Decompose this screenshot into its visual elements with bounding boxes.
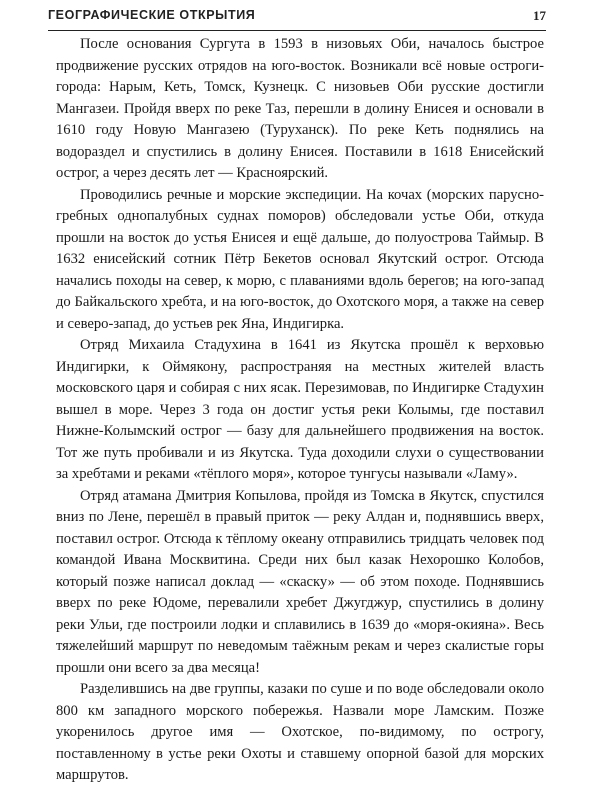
article-body [56,34,544,787]
section-title: ГЕОГРАФИЧЕСКИЕ ОТКРЫТИЯ [48,8,256,22]
paragraph-kopylov: Отряд атамана Дмитрия Копылова, пройдя из Томска в Якутск, спустился вниз по Лене, перешёл в правый приток — реку Алдан и, поднявшись вверх, поставил острог. Отсюда к тёплому океану отправились тридцать человек под командой Ивана Москвитина. Среди них был казак Нехорошко Колобов, который позже написал доклад — «скаску» — об этом походе. Поднявшись вверх по реке Юдоме, перевалили хребет Джугджур, спустились в долину реки Ульи, где построили лодки и сплавились в 1639 до «моря-окияна». Весь тяжелейший маршрут по неведомым таёжным рекам и через скалистые горы прошли они всего за два месяца! [56,487,544,676]
paragraph-surgut: После основания Сургута в 1593 в низовьях Оби, началось быстрое продвижение русских отрядов на юго-восток. Возникали всё новые остроги-города: Нарым, Кеть, Томск, Кузнецк. С низовьев Оби русские достигли Мангазеи. Пройдя вверх по реке Таз, перешли в долину Енисея и основали в 1610 году Новую Мангазею (Туруханск). По реке Кеть поднялись на водораздел и спустились в долину Енисея. Поставили в 1618 Енисейский острог, а через десять лет — Красноярский. [56,36,544,181]
paragraph-expeditions: Проводились речные и морские экспедиции. На кочах (морских парусно-гребных однопалубных суднах поморов) обследовали устье Оби, откуда прошли на восток до устья Енисея и ещё дальше, до полуострова Таймыр. В 1632 енисейский сотник Пётр Бекетов основал Якутский острог. Отсюда начались походы на север, к морю, с плаваниями вдоль берегов; на юго-запад до Байкальского хребта, и на юго-восток, до Охотского моря, а также на север и северо-запад, до устьев рек Яна, Индигирка. [56,186,544,332]
running-header [48,6,546,31]
paragraph-okhotsk: Разделившись на две группы, казаки по суше и по воде обследовали около 800 км западного морского побережья. Назвали море Ламским. Позже укоренилось другое имя — Охотское, по-видимому, по острогу, поставленному в устье реки Охоты и ставшему опорной базой для морских маршрутов. [56,681,544,783]
page-number: 17 [533,8,546,23]
paragraph-stadukhin: Отряд Михаила Стадухина в 1641 из Якутска прошёл к верховью Индигирки, к Оймякону, распространяя на местных жителей власть московского царя и собирая с них ясак. Перезимовав, по Индигирке Стадухин вышел в море. Через 3 года он достиг устья реки Колымы, где поставил Нижне-Колымский острог — базу для дальнейшего продвижения на восток. Тот же путь пробивали и из Якутска. Туда доходили слухи о существовании за хребтами и реками «тёплого моря», которое тунгусы называли «Ламу». [56,337,544,482]
